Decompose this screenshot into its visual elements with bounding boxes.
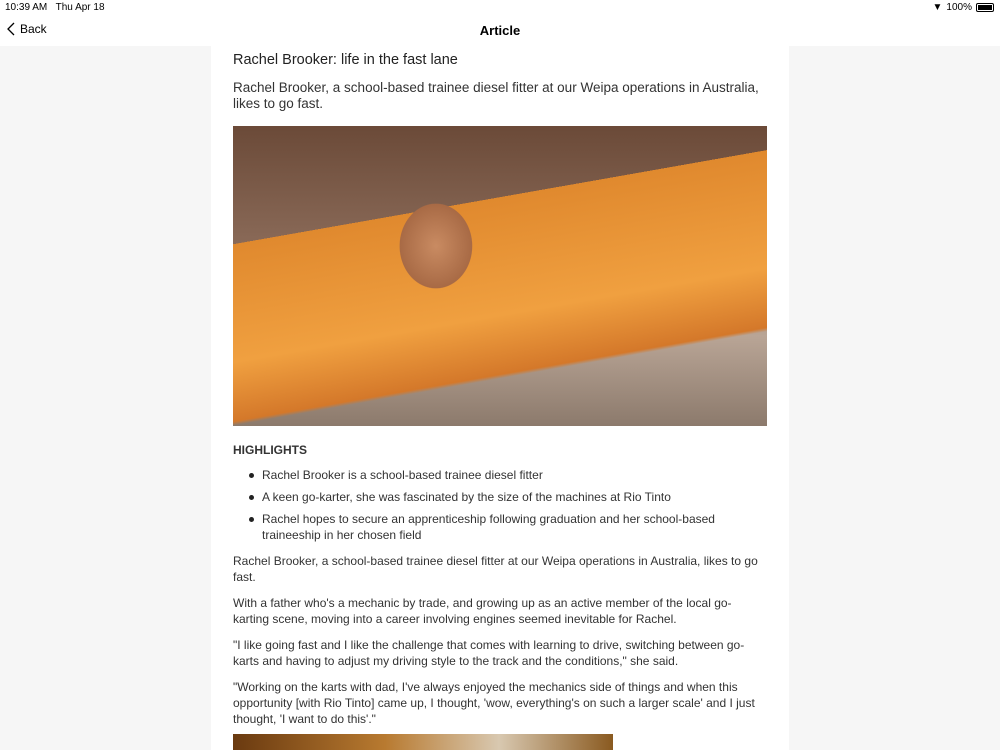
status-right — [933, 2, 994, 13]
highlights-list — [233, 467, 767, 543]
wifi-icon: ▼ — [932, 2, 943, 13]
paragraph: Rachel Brooker, a school-based trainee diesel fitter at our Weipa operations in Australia, likes to go fast. — [233, 554, 758, 584]
status-bar — [0, 0, 1000, 16]
article-title: Rachel Brooker: life in the fast lane — [233, 52, 458, 68]
highlights-heading: HIGHLIGHTS — [233, 443, 307, 457]
navigation-bar — [0, 16, 1000, 46]
list-item: A keen go-karter, she was fascinated by the size of the machines at Rio Tinto — [262, 489, 767, 505]
article-content[interactable] — [211, 46, 789, 750]
paragraph: "I like going fast and I like the challenge that comes with learning to drive, switching between go-karts and having to adjust my driving style to the track and the conditions," she said. — [233, 638, 745, 668]
back-label: Back — [20, 22, 47, 36]
battery-icon — [976, 3, 994, 12]
page-title: Article — [479, 23, 521, 38]
article-image — [233, 734, 613, 750]
list-item: Rachel Brooker is a school-based trainee diesel fitter — [262, 467, 767, 483]
paragraph: "Working on the karts with dad, I've always enjoyed the mechanics side of things and when this opportunity [with Rio Tinto] came up, I thought, 'wow, everything's on such a larger scale' and I just thought, 'I want to do this'." — [233, 680, 755, 726]
battery-percent: 100% — [946, 2, 972, 13]
status-time — [5, 2, 105, 13]
paragraph: With a father who's a mechanic by trade, and growing up as an active member of the local go-karting scene, moving into a career involving engines seemed inevitable for Rachel. — [233, 596, 732, 626]
list-item: Rachel hopes to secure an apprenticeship following graduation and her school-based traineeship in her chosen field — [262, 511, 767, 543]
time: 10:39 AM — [5, 2, 48, 13]
hero-image — [233, 126, 767, 426]
article-subtitle: Rachel Brooker, a school-based trainee diesel fitter at our Weipa operations in Australia, likes to go fast. — [233, 80, 759, 111]
date: Thu Apr 18 — [55, 2, 105, 13]
